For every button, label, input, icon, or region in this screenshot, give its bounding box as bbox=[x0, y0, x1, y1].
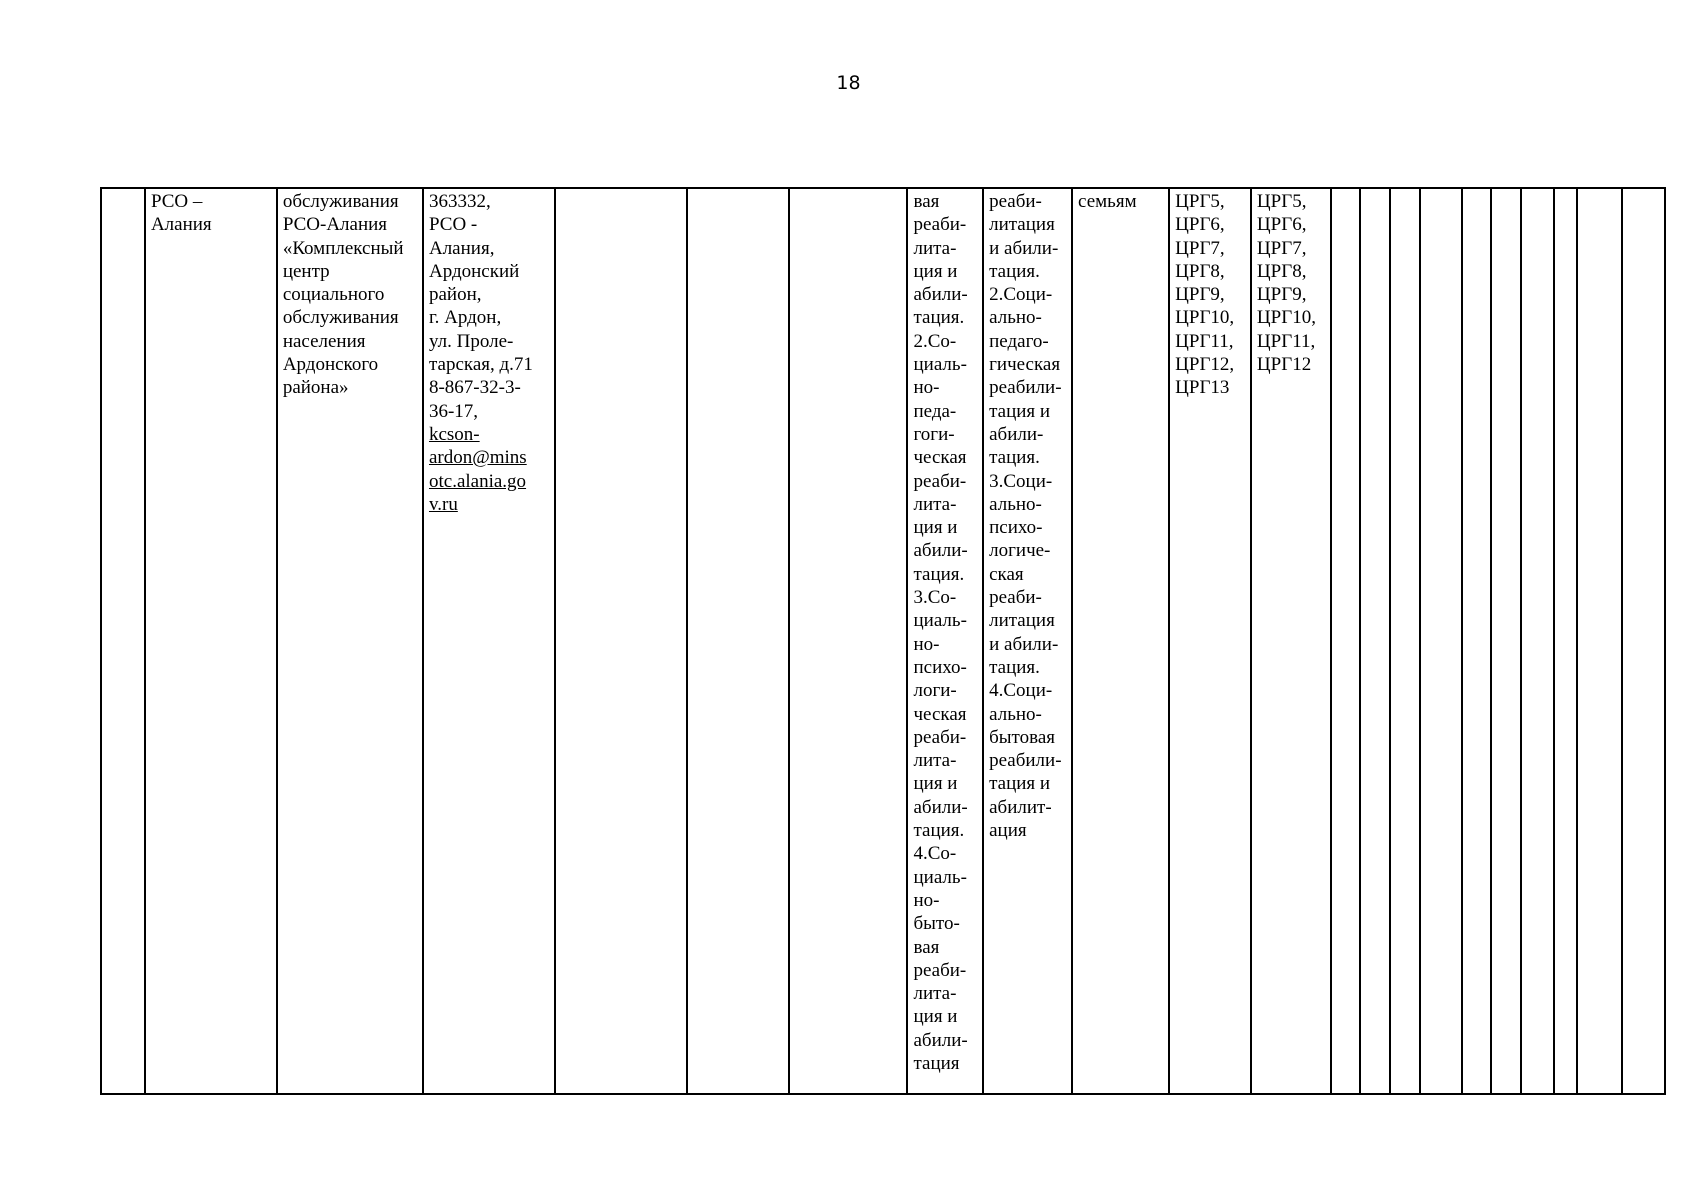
table-row bbox=[101, 188, 1665, 1094]
cell-region: РСО – Алания bbox=[145, 188, 277, 1094]
cell-address bbox=[423, 188, 555, 1094]
cell-empty-21 bbox=[1577, 188, 1622, 1094]
cell-crg-list-1: ЦРГ5, ЦРГ6, ЦРГ7, ЦРГ8, ЦРГ9, ЦРГ10, ЦРГ11, ЦРГ12, ЦРГ13 bbox=[1169, 188, 1251, 1094]
cell-empty-13 bbox=[1331, 188, 1361, 1094]
cell-empty-5 bbox=[555, 188, 687, 1094]
cell-crg-list-2: ЦРГ5, ЦРГ6, ЦРГ7, ЦРГ8, ЦРГ9, ЦРГ10, ЦРГ11, ЦРГ12 bbox=[1251, 188, 1331, 1094]
cell-empty-22 bbox=[1622, 188, 1665, 1094]
address-text: 363332, РСО - Алания, Ардонский район, г. Ардон, ул. Проле- тарская, д.71 8-867-32-3- 36-17, bbox=[428, 191, 533, 422]
document-table bbox=[100, 187, 1666, 1095]
cell-empty-18 bbox=[1491, 188, 1521, 1094]
cell-empty-7 bbox=[789, 188, 908, 1094]
cell-empty-17 bbox=[1462, 188, 1491, 1094]
cell-empty-6 bbox=[687, 188, 789, 1094]
cell-number bbox=[101, 188, 145, 1094]
cell-rehab-services: вая реаби- лита- ция и абили- тация. 2.Со- циаль- но- педа- гоги- ческая реаби- лита- ция и абили- тация. 3.Со- циаль- но- психо- логи- ческая реаби- лита- ция и абили- тация. 4.Со- циаль- но- быто- вая реаби- лита- ция и абили- тация bbox=[907, 188, 983, 1094]
cell-target-group: семьям bbox=[1072, 188, 1169, 1094]
cell-empty-19 bbox=[1521, 188, 1555, 1094]
cell-empty-15 bbox=[1390, 188, 1420, 1094]
email-link[interactable]: kcson- ardon@mins otc.alania.go v.ru bbox=[428, 423, 527, 515]
cell-empty-16 bbox=[1420, 188, 1463, 1094]
cell-empty-14 bbox=[1360, 188, 1390, 1094]
cell-organization: обслуживания РСО-Алания «Комплексный центр социального обслуживания населения Ардонского района» bbox=[277, 188, 423, 1094]
cell-empty-20 bbox=[1554, 188, 1576, 1094]
page-number: 18 bbox=[836, 72, 861, 94]
cell-rehab-services-2: реаби- литация и абили- тация. 2.Соци- ально- педаго- гическая реабили- тация и абили- тация. 3.Соци- ально- психо- логиче- ская реаби- литация и абили- тация. 4.Соци- ально- бытовая реабили- тация и абилит- ация bbox=[983, 188, 1072, 1094]
